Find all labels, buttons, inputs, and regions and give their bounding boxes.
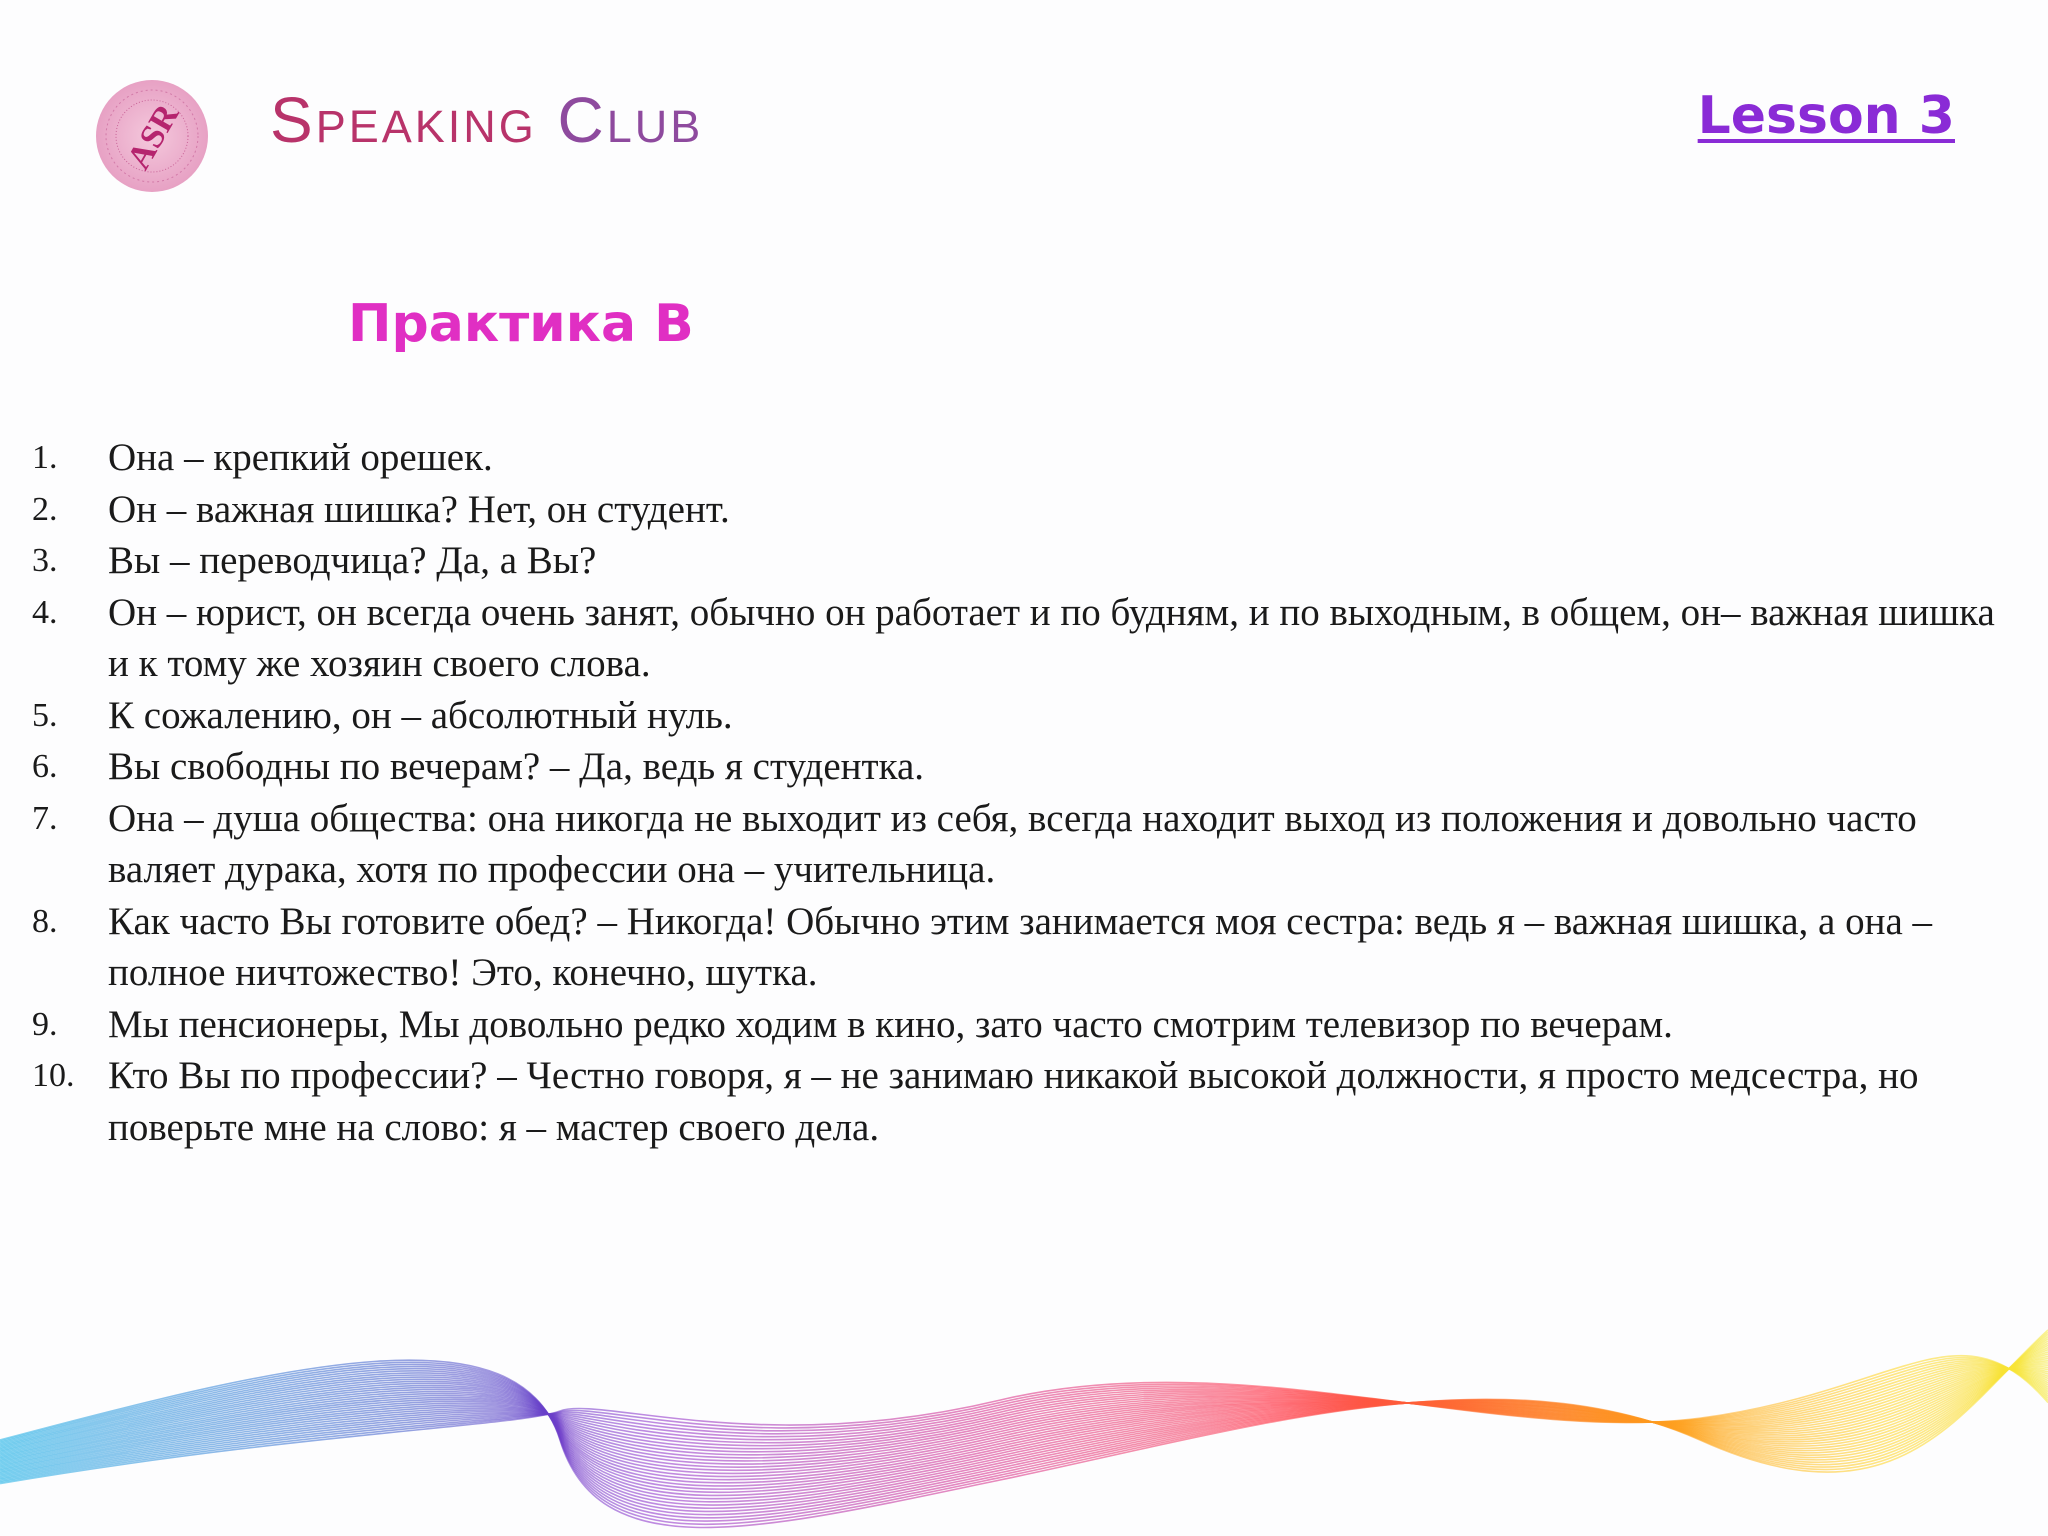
item-number: 4. [32, 593, 58, 631]
decorative-wave [0, 1290, 2048, 1536]
item-text: Он – юрист, он всегда очень занят, обычно он работает и по будням, и по выходным, в общем, он– важная шишка и к тому же хозяин своего слова. [108, 590, 1995, 685]
list-item [32, 999, 2022, 1051]
list-item [32, 484, 2022, 536]
item-number: 6. [32, 748, 58, 785]
item-text: Вы свободны по вечерам? – Да, ведь я студентка. [108, 745, 925, 788]
item-text: К сожалению, он – абсолютный нуль. [108, 693, 733, 737]
list-item [32, 432, 2022, 484]
item-text: Мы пенсионеры, Мы довольно редко ходим в кино, зато часто смотрим телевизор по вечерам. [108, 1002, 1673, 1046]
exercise-list [32, 432, 2022, 1153]
item-number: 2. [32, 490, 58, 528]
brand-club: Club [557, 84, 704, 156]
list-item [32, 535, 2022, 587]
logo [94, 78, 210, 194]
item-number: 1. [32, 439, 58, 476]
list-item [32, 896, 2022, 999]
item-number: 3. [32, 542, 58, 579]
item-number: 7. [32, 799, 58, 837]
list-item [32, 1050, 2022, 1153]
item-text: Как часто Вы готовите обед? – Никогда! Обычно этим занимается моя сестра: ведь я – важная шишка, а она – полное ничтожество! Это, конечно, шутка. [108, 899, 1933, 994]
item-text: Кто Вы по профессии? – Честно говоря, я – не занимаю никакой высокой должности, я просто медсестра, но поверьте мне на слово: я – мастер своего дела. [108, 1054, 1919, 1149]
lesson-label: Lesson 3 [1697, 86, 1955, 146]
list-item [32, 690, 2022, 742]
list-item [32, 741, 2022, 793]
brand-speaking: Speaking [270, 84, 537, 156]
item-number: 10. [32, 1057, 75, 1094]
logo-text: ASR [120, 98, 187, 176]
item-number: 5. [32, 696, 58, 734]
item-text: Он – важная шишка? Нет, он студент. [108, 487, 730, 531]
brand-title [270, 84, 704, 156]
list-item [32, 793, 2022, 896]
item-text: Она – душа общества: она никогда не выходит из себя, всегда находит выход из положения и довольно часто валяет дурака, хотя по профессии она – учительница. [108, 796, 1917, 891]
item-text: Она – крепкий орешек. [108, 436, 493, 479]
item-number: 8. [32, 902, 58, 940]
item-text: Вы – переводчица? Да, а Вы? [108, 539, 597, 582]
page-title: Практика B [348, 294, 694, 354]
item-number: 9. [32, 1005, 58, 1043]
wave-lines [0, 1330, 2048, 1528]
list-item [32, 587, 2022, 690]
wave-line [0, 1365, 2048, 1476]
